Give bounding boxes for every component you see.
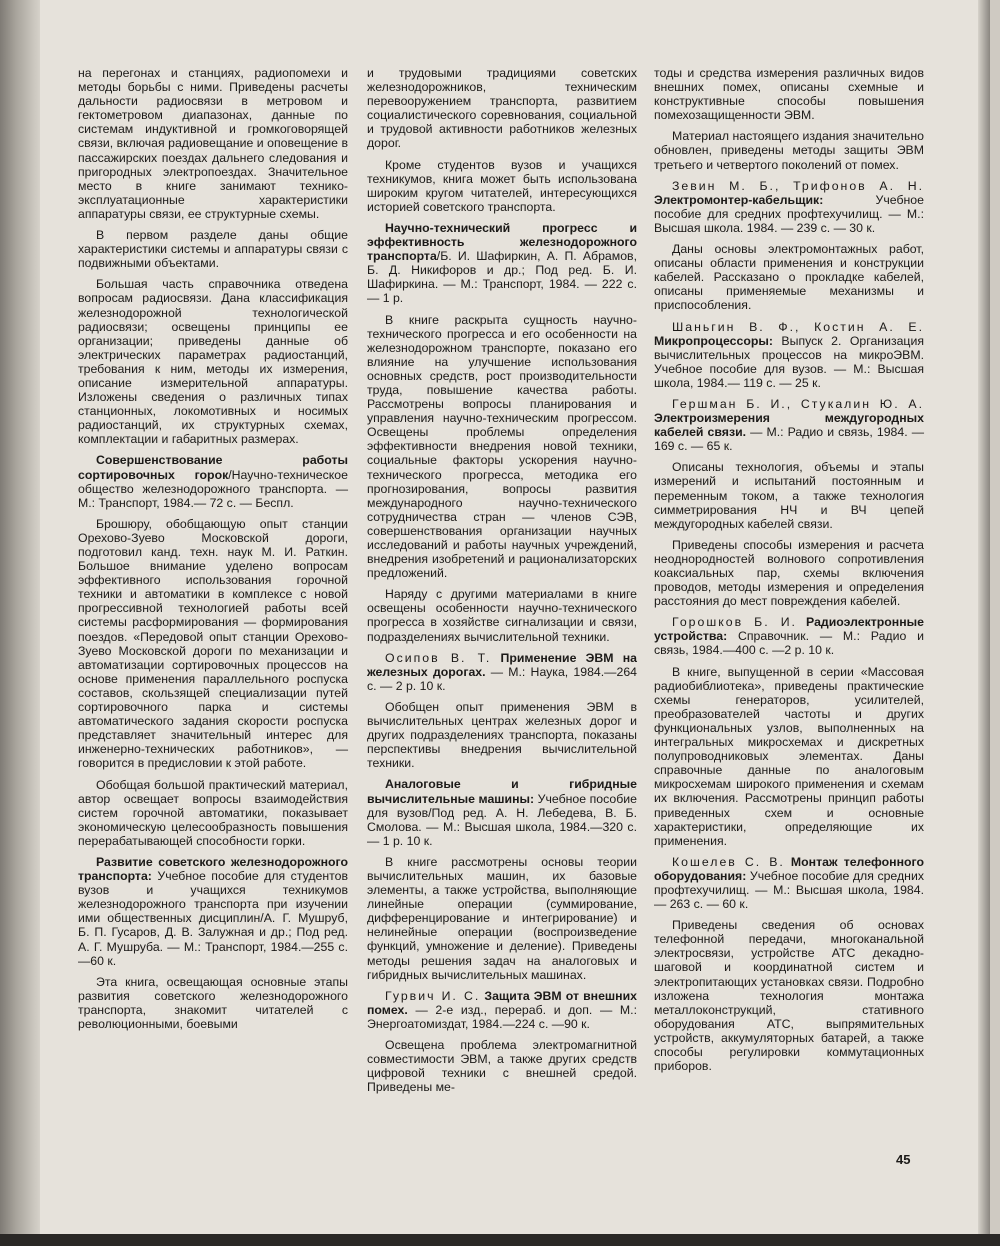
book-details: Учебное пособие для вузов/Под ред. А. Н. Лебедева, В. Б. Смолова. — М.: Высшая школа, 1984.—320 с. — 1 р. 10 к. <box>367 791 638 848</box>
book-title: Защита ЭВМ от внешних помех. <box>367 988 637 1017</box>
book-entry <box>367 989 637 1031</box>
page-right-edge <box>978 0 990 1246</box>
paragraph: В книге, выпущенной в серии «Массовая радиобиблиотека», приведены практические схемы генераторов, усилителей, преобразователей частоты и других функциональных узлов, выполненных на интегральных микросхемах и дискретных полупроводниковых элементах. Даны справочные данные по аналоговым микросхемам широкого применения и схемам их включения. Рассмотрены принцип работы приведенных схем и основные характеристики, определяющие их применения. <box>654 664 924 848</box>
book-entry <box>367 651 637 693</box>
paragraph: Даны основы электромонтажных работ, описаны области применения и конструкции кабелей. Рассказано о прокладке кабелей, описаны применяемые механизмы и приспособления. <box>654 242 924 313</box>
book-author: Кошелев С. В. <box>672 854 785 869</box>
page-bottom-edge <box>0 1234 1000 1246</box>
paragraph: Освещена проблема электромагнитной совместимости ЭВМ, а также других средств цифровой техники с внешней средой. Приведены ме- <box>367 1038 637 1095</box>
paragraph: Большая часть справочника отведена вопросам радиосвязи. Дана классификация железнодорожной технологической радиосвязи; освещены принципы ее организации; приведены данные об электрических параметрах радиостанций, требования к ним, методы их измерения, описание измерительной аппаратуры. Изложены сведения о различных типах станционных, локомотивных и носимых радиостанций, их структурных схемах, комплектации и габаритных размерах. <box>78 277 348 447</box>
paragraph: Обобщая большой практический материал, автор освещает вопросы взаимодействия систем горочной автоматики, показывает экономическую целесообразность повышения перерабатывающей способности горки. <box>78 777 348 848</box>
book-title: Развитие советского железнодорожного транспорта: <box>78 854 348 884</box>
book-title: Электроизмерения междугородных кабелей связи. <box>654 411 924 440</box>
book-author: Шаньгин В. Ф., Костин А. Е. <box>672 319 924 334</box>
paragraph: Обобщен опыт применения ЭВМ в вычислительных центрах железных дорог и других подразделениях транспорта, показаны перспективы внедрения вычислительной техники. <box>367 699 637 771</box>
book-title: Применение ЭВМ на железных дорогах. <box>367 650 637 679</box>
book-author: Зевин М. Б., Трифонов А. Н. <box>672 178 924 193</box>
paragraph: и трудовыми традициями советских железнодорожников, техническим перевооружением транспорта, развитием социалистического соревнования, социальной и трудовой активности работников железных дорог. <box>367 66 637 151</box>
book-title: Монтаж телефонного оборудования: <box>654 854 924 883</box>
book-entry <box>654 179 924 235</box>
paragraph: Кроме студентов вузов и учащихся техникумов, книга может быть использована широким кругом читателей, интересующихся историей советского транспорта. <box>367 157 637 214</box>
text-column-2 <box>367 66 637 1101</box>
paragraph: Наряду с другими материалами в книге освещены особенности научно-технического прогресса в хозяйстве сигнализации и связи, подразделениях вычислительной техники. <box>367 587 637 644</box>
book-title: Электромонтер-кабельщик: <box>654 192 824 207</box>
book-author: Горошков Б. И. <box>672 615 797 630</box>
book-entry <box>367 221 637 306</box>
paragraph: В книге рассмотрены основы теории вычислительных машин, их базовые элементы, а также устройства, выполняющие линейные операции (суммирование, дифференцирование и интегрирование) и нелинейные операции (воспроизведение функций, умножение и деление). Приведены методы решения задач на аналоговых и гибридных вычислительных машинах. <box>367 854 637 982</box>
page-spine-shadow <box>0 0 40 1246</box>
book-details: Выпуск 2. Организация вычислительных процессов на микроЭВМ. Учебное пособие для вузов. — М.: Высшая школа, 1984.— 119 с. — 25 к. <box>654 333 924 390</box>
book-details: Справочник. — М.: Радио и связь, 1984.—400 с. —2 р. 10 к. <box>654 629 924 658</box>
book-title: Совершенствование работы сортировочных горок <box>78 453 348 482</box>
book-details: — 2-е изд., перераб. и доп. — М.: Энергоатомиздат, 1984.—224 с. —90 к. <box>367 1002 637 1031</box>
paragraph: Описаны технология, объемы и этапы измерений и испытаний постоянным и переменным током, а также технология симметрирования НЧ и ВЧ цепей междугородных кабелей связи. <box>654 460 924 531</box>
book-entry <box>654 615 924 657</box>
book-details: /Научно-техническое общество железнодорожного транспорта. — М.: Транспорт, 1984.— 72 с. — Беспл. <box>78 467 348 510</box>
paragraph: Брошюру, обобщающую опыт станции Орехово-Зуево Московской дороги, подготовил канд. техн. наук М. И. Раткин. Большое внимание уделено вопросам эффективного использования горочной техники и автоматики в комплексе с новой прогрессивной технологией работы всей системы расформирования — формирования поездов. «Передовой опыт станции Орехово-Зуево Московской дороги по механизации и автоматизации сортировочных процессов на основе применения параллельного роспуска составов, скользящей специализации путей сортировочного парка и системы автоматического задания скорости роспуска представляет значительный интерес для инженерно-технических работников», — говорится в предисловии к этой работе. <box>78 516 348 771</box>
text-column-1 <box>78 66 348 1038</box>
book-entry <box>78 855 348 968</box>
book-details: — М.: Наука, 1984.—264 с. — 2 р. 10 к. <box>367 664 637 693</box>
book-entry <box>367 777 637 847</box>
book-title: Микропроцессоры: <box>654 333 773 348</box>
book-title: Радиоэлектронные устройства: <box>654 615 924 644</box>
text-column-3 <box>654 66 924 1080</box>
book-author: Осипов В. Т. <box>385 650 492 665</box>
paragraph: Материал настоящего издания значительно обновлен, приведены методы защиты ЭВМ третьего и четвертого поколений от помех. <box>654 129 924 172</box>
book-title: Научно-технический прогресс и эффективность железнодорожного транспорта <box>367 220 637 264</box>
paragraph: Эта книга, освещающая основные этапы развития советского железнодорожного транспорта, знакомит читателей с революционными, боевыми <box>78 974 348 1031</box>
book-details: Учебное пособие для средних профтехучилищ. — М.: Высшая школа. 1984. — 239 с. — 30 к. <box>654 192 924 235</box>
book-details: — М.: Радио и связь, 1984. — 169 с. — 65 к. <box>654 425 924 454</box>
book-entry <box>654 320 924 390</box>
book-entry <box>654 397 924 453</box>
book-details: Учебное пособие для студентов вузов и учащихся техникумов железнодорожного транспорта при изучении ими общественных дисциплин/А. Г. Мушруб, Б. П. Гусаров, Д. В. Залужная и др.; Под ред. А. Г. Мушруба. — М.: Транспорт, 1984.—255 с. —60 к. <box>78 869 348 968</box>
book-details: Учебное пособие для средних профтехучилищ. — М.: Высшая школа, 1984. — 263 с. — 60 к. <box>654 868 924 912</box>
page-number: 45 <box>896 1152 911 1167</box>
book-entry <box>654 855 924 911</box>
paragraph: В первом разделе даны общие характеристики системы и аппаратуры связи с подвижными объектами. <box>78 228 348 271</box>
paragraph: тоды и средства измерения различных видов внешних помех, описаны схемные и конструктивные способы повышения помехозащищенности ЭВМ. <box>654 66 924 123</box>
book-details: /Б. И. Шафиркин, А. П. Абрамов, Б. Д. Никифоров и др.; Под ред. Б. И. Шафиркина. — М.: Транспорт, 1984. — 222 с. — 1 р. <box>367 249 637 306</box>
paragraph: В книге раскрыта сущность научно-технического прогресса и его особенности на железнодорожном транспорте, показано его влияние на улучшение использования основных средств, рост производительности труда, повышение качества работы. Рассмотрены вопросы планирования и управления научно-техническим прогрессом. Освещены проблемы определения эффективности внедрения новой техники, социальные факторы ускорения научно-технического прогресса, методика его прогнозирования, вопросы развития международного научно-технического сотрудничества стран — членов СЭВ, совершенствования организации научных исследований и работы научных учреждений, внедрения изобретений и рационализаторских предложений. <box>367 312 637 581</box>
book-author: Гурвич И. С. <box>385 988 481 1003</box>
paragraph: Приведены способы измерения и расчета неоднородностей волнового сопротивления коаксиальных пар, схемы включения проводов, методы измерения и определения расстояния до мест повреждения кабелей. <box>654 537 924 609</box>
book-entry <box>78 453 348 509</box>
book-author: Гершман Б. И., Стукалин Ю. А. <box>672 396 924 411</box>
paragraph: на перегонах и станциях, радиопомехи и методы борьбы с ними. Приведены расчеты дальности радиосвязи в метровом и гектометровом диапазонах, данные по системам индуктивной и громкоговорящей связи, включая радиовещание и оповещение в пассажирских поездах дальнего следования и пригородных электропоездах. Значительное место в книге занимают технико-эксплуатационные характеристики аппаратуры связи, ее структурные схемы. <box>78 66 348 221</box>
book-title: Аналоговые и гибридные вычислительные машины: <box>367 777 637 806</box>
paragraph: Приведены сведения об основах телефонной передачи, многоканальной электросвязи, устройстве АТС декадно-шаговой и координатной систем и электропитающих установках связи. Подробно изложена технология монтажа металлоконструкций, стативного оборудования АТС, выпрямительных устройств, аккумуляторных батарей, а также способы регулировки коммутационных приборов. <box>654 918 924 1074</box>
